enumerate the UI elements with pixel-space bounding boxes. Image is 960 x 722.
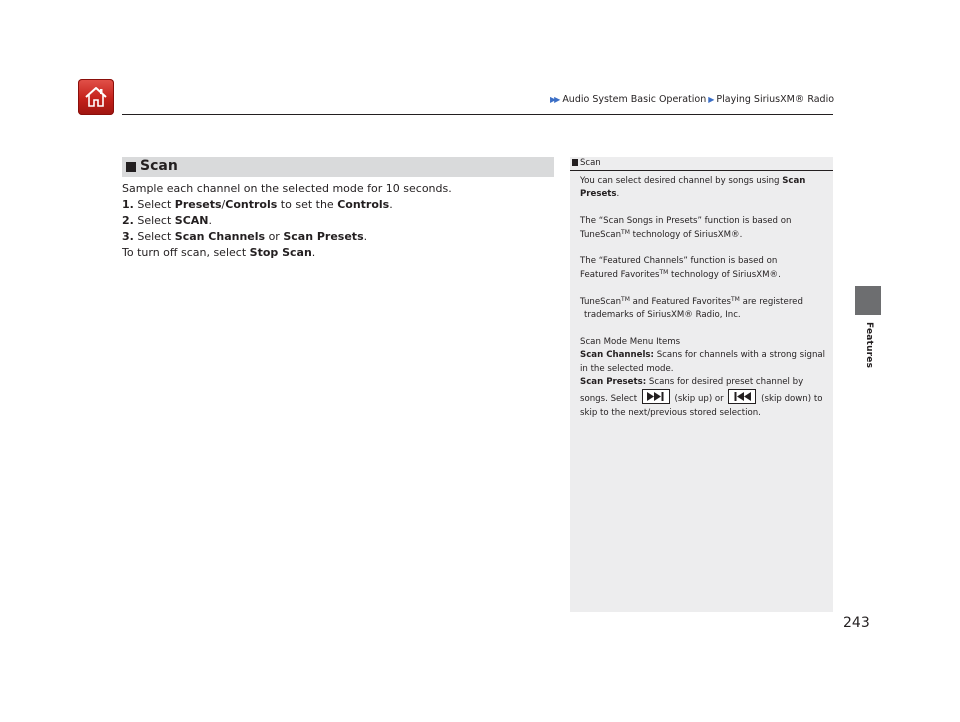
sidebar-paragraph-2: The “Scan Songs in Presets” function is based on TuneScan™ technology of SiriusXM®. (580, 216, 792, 240)
sidebar-paragraph-1: You can select desired channel by songs using Scan Presets. (580, 176, 806, 200)
square-bullet-icon (126, 162, 136, 172)
breadcrumb-link-audio-system[interactable]: Audio System Basic Operation (562, 94, 707, 105)
sidebar-item-scan-channels: Scan Channels: Scans for channels with a strong signal in the selected mode. (580, 350, 826, 374)
sidebar-header (570, 157, 833, 171)
skip-down-icon (728, 389, 756, 404)
breadcrumb-separator-icon: ▶ (708, 95, 715, 104)
sidebar-title: Scan (580, 158, 601, 168)
sidebar-paragraph-3: The “Featured Channels” function is based on Featured Favorites™ technology of SiriusXM®. (580, 256, 781, 280)
breadcrumb-arrow-icon: ▶▶ (550, 95, 559, 104)
step-2: 2. Select SCAN. (122, 214, 212, 227)
section-body (122, 181, 552, 261)
home-button[interactable] (78, 79, 114, 115)
section-tab-marker[interactable] (855, 286, 881, 315)
section-title: Scan (140, 158, 178, 174)
skip-up-icon (642, 389, 670, 404)
sidebar-body (580, 175, 828, 420)
step-1: 1. Select Presets/Controls to set the Controls. (122, 198, 393, 211)
turn-off-text: To turn off scan, select Stop Scan. (122, 246, 316, 259)
section-heading-bar (122, 157, 554, 177)
sidebar-paragraph-4: TuneScan™ and Featured Favorites™ are registered trademarks of SiriusXM® Radio, Inc. (580, 295, 803, 321)
section-tab-label: Features (864, 322, 874, 369)
step-3: 3. Select Scan Channels or Scan Presets. (122, 230, 368, 243)
sidebar-item-scan-presets: Scan Presets: Scans for desired preset channel by songs. Select (skip up) or (skip down) to skip to the next/previous stored selection. (580, 377, 823, 418)
intro-text: Sample each channel on the selected mode for 10 seconds. (122, 182, 452, 195)
notes-sidebar (570, 157, 833, 612)
breadcrumb (550, 94, 833, 105)
note-icon (572, 159, 578, 166)
page-number: 243 (843, 615, 870, 631)
home-icon (83, 84, 109, 110)
header-divider (122, 114, 833, 115)
breadcrumb-link-siriusxm[interactable]: Playing SiriusXM® Radio (716, 94, 835, 105)
sidebar-menu-title: Scan Mode Menu Items (580, 336, 681, 347)
